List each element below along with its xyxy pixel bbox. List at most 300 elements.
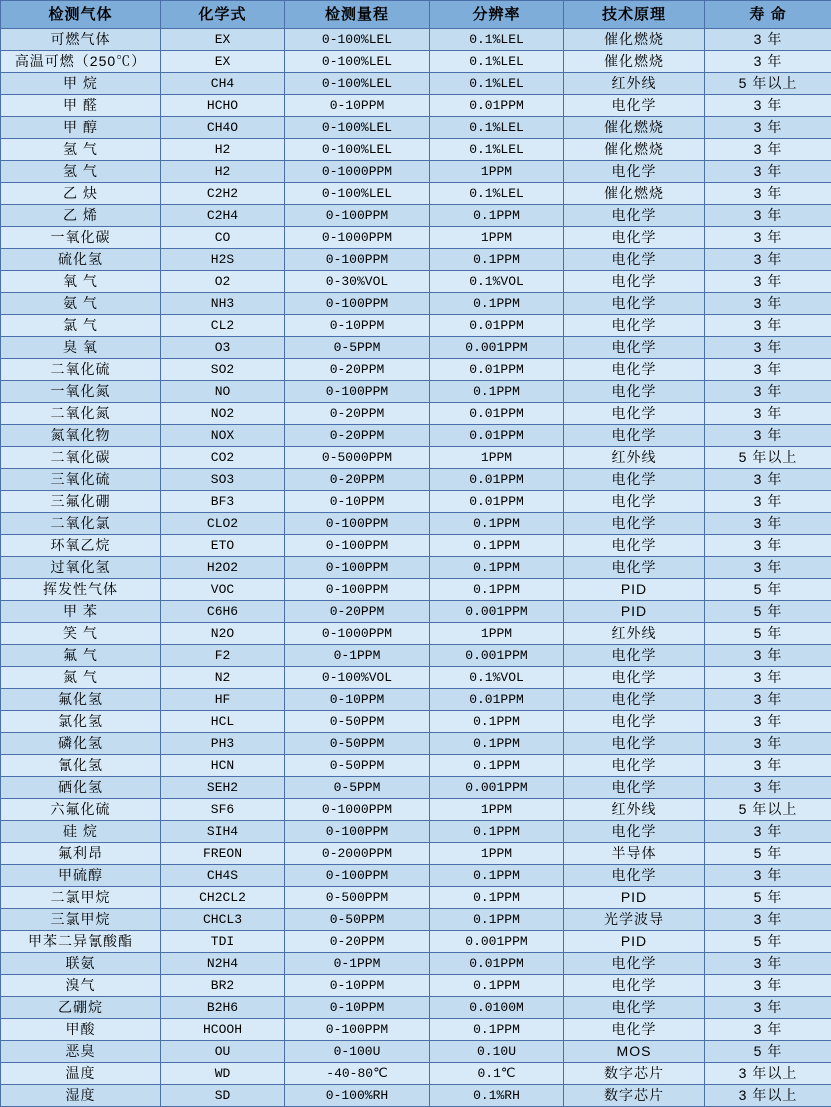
cell-resolution: 0.1PPM — [430, 975, 564, 997]
cell-technology: 电化学 — [564, 491, 705, 513]
cell-technology: 电化学 — [564, 953, 705, 975]
cell-gas: 恶臭 — [1, 1041, 161, 1063]
cell-formula: N2H4 — [161, 953, 285, 975]
cell-resolution: 0.01PPM — [430, 425, 564, 447]
cell-formula: HCN — [161, 755, 285, 777]
cell-technology: 电化学 — [564, 425, 705, 447]
cell-formula: F2 — [161, 645, 285, 667]
cell-lifetime: 3 年 — [705, 755, 831, 777]
cell-formula: NOX — [161, 425, 285, 447]
cell-formula: HCHO — [161, 95, 285, 117]
cell-gas: 二氯甲烷 — [1, 887, 161, 909]
cell-formula: PH3 — [161, 733, 285, 755]
cell-formula: SD — [161, 1085, 285, 1107]
cell-formula: WD — [161, 1063, 285, 1085]
cell-gas: 六氟化硫 — [1, 799, 161, 821]
cell-gas: 硒化氢 — [1, 777, 161, 799]
cell-range: 0-100%LEL — [285, 51, 430, 73]
cell-gas: 温度 — [1, 1063, 161, 1085]
cell-range: 0-20PPM — [285, 359, 430, 381]
cell-range: -40-80℃ — [285, 1063, 430, 1085]
cell-technology: 电化学 — [564, 997, 705, 1019]
cell-range: 0-100U — [285, 1041, 430, 1063]
cell-gas: 二氧化硫 — [1, 359, 161, 381]
cell-lifetime: 3 年 — [705, 227, 831, 249]
cell-lifetime: 3 年以上 — [705, 1085, 831, 1107]
table-row — [1, 1063, 831, 1085]
cell-gas: 甲 醛 — [1, 95, 161, 117]
table-row — [1, 601, 831, 623]
cell-formula: SO3 — [161, 469, 285, 491]
cell-technology: PID — [564, 579, 705, 601]
cell-lifetime: 3 年 — [705, 359, 831, 381]
cell-technology: 数字芯片 — [564, 1063, 705, 1085]
cell-resolution: 0.001PPM — [430, 777, 564, 799]
table-row — [1, 315, 831, 337]
cell-formula: EX — [161, 29, 285, 51]
cell-resolution: 0.1PPM — [430, 733, 564, 755]
cell-resolution: 0.1%RH — [430, 1085, 564, 1107]
cell-technology: 电化学 — [564, 689, 705, 711]
cell-range: 0-1PPM — [285, 645, 430, 667]
cell-technology: 催化燃烧 — [564, 29, 705, 51]
cell-resolution: 0.001PPM — [430, 931, 564, 953]
cell-formula: N2O — [161, 623, 285, 645]
table-row — [1, 623, 831, 645]
table-row — [1, 953, 831, 975]
cell-range: 0-10PPM — [285, 491, 430, 513]
cell-resolution: 1PPM — [430, 843, 564, 865]
cell-resolution: 0.1PPM — [430, 249, 564, 271]
cell-lifetime: 3 年 — [705, 1019, 831, 1041]
cell-lifetime: 3 年 — [705, 271, 831, 293]
cell-resolution: 0.01PPM — [430, 315, 564, 337]
cell-technology: 电化学 — [564, 403, 705, 425]
cell-lifetime: 5 年以上 — [705, 799, 831, 821]
cell-resolution: 0.0100M — [430, 997, 564, 1019]
table-row — [1, 95, 831, 117]
cell-resolution: 0.01PPM — [430, 403, 564, 425]
cell-formula: O3 — [161, 337, 285, 359]
cell-gas: 氟利昂 — [1, 843, 161, 865]
cell-formula: NH3 — [161, 293, 285, 315]
cell-gas: 磷化氢 — [1, 733, 161, 755]
table-row — [1, 799, 831, 821]
cell-lifetime: 3 年 — [705, 205, 831, 227]
table-row — [1, 139, 831, 161]
cell-technology: 催化燃烧 — [564, 51, 705, 73]
table-row — [1, 931, 831, 953]
cell-lifetime: 5 年以上 — [705, 73, 831, 95]
cell-technology: 电化学 — [564, 161, 705, 183]
table-row — [1, 711, 831, 733]
cell-gas: 可燃气体 — [1, 29, 161, 51]
cell-lifetime: 3 年 — [705, 491, 831, 513]
cell-lifetime: 3 年 — [705, 249, 831, 271]
cell-technology: 电化学 — [564, 293, 705, 315]
cell-range: 0-100%LEL — [285, 183, 430, 205]
table-row — [1, 821, 831, 843]
cell-formula: O2 — [161, 271, 285, 293]
cell-formula: CL2 — [161, 315, 285, 337]
cell-range: 0-100%VOL — [285, 667, 430, 689]
cell-gas: 乙硼烷 — [1, 997, 161, 1019]
cell-resolution: 0.1%VOL — [430, 271, 564, 293]
table-row — [1, 1019, 831, 1041]
table-row — [1, 293, 831, 315]
cell-range: 0-20PPM — [285, 469, 430, 491]
cell-gas: 氰化氢 — [1, 755, 161, 777]
cell-range: 0-1000PPM — [285, 227, 430, 249]
cell-resolution: 0.1PPM — [430, 579, 564, 601]
cell-lifetime: 3 年 — [705, 689, 831, 711]
cell-formula: SF6 — [161, 799, 285, 821]
table-row — [1, 1085, 831, 1107]
cell-gas: 氢 气 — [1, 139, 161, 161]
column-header-resolution: 分辨率 — [430, 1, 564, 29]
cell-range: 0-100PPM — [285, 205, 430, 227]
cell-range: 0-30%VOL — [285, 271, 430, 293]
cell-range: 0-1000PPM — [285, 161, 430, 183]
cell-resolution: 0.01PPM — [430, 469, 564, 491]
table-row — [1, 161, 831, 183]
cell-range: 0-5PPM — [285, 777, 430, 799]
cell-lifetime: 3 年 — [705, 117, 831, 139]
cell-technology: 红外线 — [564, 73, 705, 95]
cell-resolution: 0.1PPM — [430, 887, 564, 909]
cell-range: 0-20PPM — [285, 425, 430, 447]
cell-range: 0-100PPM — [285, 1019, 430, 1041]
cell-range: 0-10PPM — [285, 997, 430, 1019]
cell-formula: H2S — [161, 249, 285, 271]
column-header-gas: 检测气体 — [1, 1, 161, 29]
cell-formula: BR2 — [161, 975, 285, 997]
cell-range: 0-10PPM — [285, 689, 430, 711]
cell-gas: 二氧化碳 — [1, 447, 161, 469]
cell-resolution: 1PPM — [430, 161, 564, 183]
cell-resolution: 1PPM — [430, 227, 564, 249]
cell-lifetime: 3 年 — [705, 535, 831, 557]
cell-gas: 环氧乙烷 — [1, 535, 161, 557]
cell-gas: 三氯甲烷 — [1, 909, 161, 931]
cell-resolution: 0.1PPM — [430, 1019, 564, 1041]
cell-lifetime: 3 年 — [705, 425, 831, 447]
cell-formula: H2 — [161, 139, 285, 161]
cell-range: 0-100PPM — [285, 557, 430, 579]
cell-formula: C6H6 — [161, 601, 285, 623]
cell-formula: HCOOH — [161, 1019, 285, 1041]
cell-technology: 半导体 — [564, 843, 705, 865]
column-header-lifetime: 寿 命 — [705, 1, 831, 29]
cell-resolution: 0.1%LEL — [430, 183, 564, 205]
table-row — [1, 975, 831, 997]
cell-technology: MOS — [564, 1041, 705, 1063]
cell-range: 0-100PPM — [285, 249, 430, 271]
cell-gas: 甲苯二异氰酸酯 — [1, 931, 161, 953]
cell-gas: 挥发性气体 — [1, 579, 161, 601]
cell-formula: ETO — [161, 535, 285, 557]
cell-formula: CH2CL2 — [161, 887, 285, 909]
cell-technology: 电化学 — [564, 557, 705, 579]
cell-range: 0-20PPM — [285, 403, 430, 425]
cell-lifetime: 3 年 — [705, 557, 831, 579]
cell-resolution: 0.1PPM — [430, 755, 564, 777]
cell-range: 0-50PPM — [285, 755, 430, 777]
cell-technology: 电化学 — [564, 271, 705, 293]
cell-lifetime: 3 年 — [705, 139, 831, 161]
cell-formula: BF3 — [161, 491, 285, 513]
cell-resolution: 0.01PPM — [430, 953, 564, 975]
table-row — [1, 469, 831, 491]
cell-resolution: 0.1PPM — [430, 557, 564, 579]
cell-technology: 电化学 — [564, 227, 705, 249]
cell-technology: 电化学 — [564, 755, 705, 777]
table-row — [1, 73, 831, 95]
cell-lifetime: 3 年 — [705, 645, 831, 667]
cell-resolution: 0.1PPM — [430, 513, 564, 535]
cell-resolution: 0.001PPM — [430, 337, 564, 359]
cell-lifetime: 5 年 — [705, 601, 831, 623]
cell-gas: 氧 气 — [1, 271, 161, 293]
cell-lifetime: 3 年 — [705, 403, 831, 425]
table-row — [1, 425, 831, 447]
cell-formula: EX — [161, 51, 285, 73]
table-row — [1, 733, 831, 755]
cell-gas: 氢 气 — [1, 161, 161, 183]
cell-lifetime: 3 年 — [705, 161, 831, 183]
table-row — [1, 997, 831, 1019]
cell-lifetime: 5 年 — [705, 579, 831, 601]
cell-technology: 电化学 — [564, 315, 705, 337]
cell-gas: 乙 烯 — [1, 205, 161, 227]
table-row — [1, 381, 831, 403]
cell-range: 0-100%LEL — [285, 117, 430, 139]
cell-range: 0-100PPM — [285, 535, 430, 557]
cell-range: 0-1PPM — [285, 953, 430, 975]
cell-resolution: 0.01PPM — [430, 689, 564, 711]
table-header — [1, 1, 831, 29]
cell-technology: 数字芯片 — [564, 1085, 705, 1107]
cell-technology: PID — [564, 931, 705, 953]
cell-gas: 二氧化氯 — [1, 513, 161, 535]
cell-range: 0-5000PPM — [285, 447, 430, 469]
cell-formula: FREON — [161, 843, 285, 865]
cell-resolution: 0.1PPM — [430, 381, 564, 403]
table-row — [1, 1041, 831, 1063]
cell-gas: 过氧化氢 — [1, 557, 161, 579]
cell-lifetime: 5 年 — [705, 843, 831, 865]
table-row — [1, 865, 831, 887]
cell-range: 0-100%LEL — [285, 29, 430, 51]
cell-lifetime: 3 年 — [705, 909, 831, 931]
cell-technology: 电化学 — [564, 645, 705, 667]
cell-gas: 三氧化硫 — [1, 469, 161, 491]
cell-formula: HF — [161, 689, 285, 711]
cell-formula: CH4 — [161, 73, 285, 95]
cell-gas: 甲 苯 — [1, 601, 161, 623]
cell-gas: 甲硫醇 — [1, 865, 161, 887]
cell-technology: 红外线 — [564, 623, 705, 645]
table-row — [1, 447, 831, 469]
cell-formula: SEH2 — [161, 777, 285, 799]
cell-resolution: 0.1%LEL — [430, 117, 564, 139]
cell-resolution: 0.1PPM — [430, 205, 564, 227]
column-header-formula: 化学式 — [161, 1, 285, 29]
cell-formula: CO — [161, 227, 285, 249]
cell-gas: 一氧化碳 — [1, 227, 161, 249]
cell-formula: CLO2 — [161, 513, 285, 535]
cell-resolution: 0.001PPM — [430, 601, 564, 623]
cell-gas: 氮 气 — [1, 667, 161, 689]
cell-gas: 乙 炔 — [1, 183, 161, 205]
cell-range: 0-100PPM — [285, 293, 430, 315]
cell-range: 0-5PPM — [285, 337, 430, 359]
table-row — [1, 491, 831, 513]
cell-resolution: 1PPM — [430, 623, 564, 645]
cell-gas: 湿度 — [1, 1085, 161, 1107]
cell-range: 0-100PPM — [285, 381, 430, 403]
cell-resolution: 0.001PPM — [430, 645, 564, 667]
table-row — [1, 51, 831, 73]
cell-formula: N2 — [161, 667, 285, 689]
cell-technology: 光学波导 — [564, 909, 705, 931]
table-row — [1, 689, 831, 711]
cell-gas: 硫化氢 — [1, 249, 161, 271]
cell-lifetime: 3 年 — [705, 381, 831, 403]
cell-gas: 氮氧化物 — [1, 425, 161, 447]
cell-technology: 电化学 — [564, 865, 705, 887]
cell-resolution: 0.1PPM — [430, 711, 564, 733]
cell-technology: 催化燃烧 — [564, 117, 705, 139]
cell-gas: 硅 烷 — [1, 821, 161, 843]
cell-range: 0-1000PPM — [285, 623, 430, 645]
cell-lifetime: 3 年 — [705, 513, 831, 535]
cell-gas: 三氟化硼 — [1, 491, 161, 513]
cell-resolution: 0.1%LEL — [430, 29, 564, 51]
table-row — [1, 249, 831, 271]
cell-range: 0-50PPM — [285, 711, 430, 733]
cell-lifetime: 3 年 — [705, 711, 831, 733]
cell-technology: 电化学 — [564, 733, 705, 755]
cell-technology: 电化学 — [564, 469, 705, 491]
cell-lifetime: 3 年以上 — [705, 1063, 831, 1085]
table-row — [1, 667, 831, 689]
cell-gas: 甲 烷 — [1, 73, 161, 95]
cell-lifetime: 3 年 — [705, 29, 831, 51]
cell-formula: OU — [161, 1041, 285, 1063]
cell-range: 0-500PPM — [285, 887, 430, 909]
cell-formula: CH4S — [161, 865, 285, 887]
cell-technology: 电化学 — [564, 205, 705, 227]
table-row — [1, 557, 831, 579]
table-row — [1, 117, 831, 139]
cell-lifetime: 3 年 — [705, 95, 831, 117]
table-row — [1, 29, 831, 51]
table-row — [1, 227, 831, 249]
cell-formula: C2H4 — [161, 205, 285, 227]
table-body — [1, 29, 831, 1107]
table-row — [1, 887, 831, 909]
table-header-row — [1, 1, 831, 29]
cell-formula: VOC — [161, 579, 285, 601]
cell-technology: 红外线 — [564, 799, 705, 821]
cell-formula: TDI — [161, 931, 285, 953]
cell-lifetime: 3 年 — [705, 733, 831, 755]
cell-range: 0-100PPM — [285, 513, 430, 535]
cell-resolution: 0.1PPM — [430, 865, 564, 887]
cell-technology: 电化学 — [564, 711, 705, 733]
cell-range: 0-100%LEL — [285, 73, 430, 95]
table-row — [1, 337, 831, 359]
table-row — [1, 403, 831, 425]
cell-lifetime: 3 年 — [705, 777, 831, 799]
cell-lifetime: 3 年 — [705, 51, 831, 73]
cell-lifetime: 5 年 — [705, 623, 831, 645]
cell-range: 0-10PPM — [285, 95, 430, 117]
table-row — [1, 909, 831, 931]
cell-technology: 电化学 — [564, 337, 705, 359]
cell-range: 0-10PPM — [285, 315, 430, 337]
cell-resolution: 1PPM — [430, 799, 564, 821]
column-header-technology: 技术原理 — [564, 1, 705, 29]
cell-technology: 电化学 — [564, 381, 705, 403]
table-row — [1, 755, 831, 777]
cell-resolution: 0.1PPM — [430, 293, 564, 315]
cell-range: 0-100PPM — [285, 865, 430, 887]
cell-range: 0-10PPM — [285, 975, 430, 997]
cell-technology: PID — [564, 601, 705, 623]
cell-range: 0-50PPM — [285, 733, 430, 755]
cell-resolution: 0.1%VOL — [430, 667, 564, 689]
cell-lifetime: 3 年 — [705, 667, 831, 689]
cell-formula: C2H2 — [161, 183, 285, 205]
cell-formula: SIH4 — [161, 821, 285, 843]
cell-gas: 臭 氧 — [1, 337, 161, 359]
cell-gas: 甲酸 — [1, 1019, 161, 1041]
table-row — [1, 843, 831, 865]
cell-gas: 氯 气 — [1, 315, 161, 337]
cell-gas: 笑 气 — [1, 623, 161, 645]
cell-range: 0-2000PPM — [285, 843, 430, 865]
cell-range: 0-100%RH — [285, 1085, 430, 1107]
cell-lifetime: 3 年 — [705, 821, 831, 843]
cell-gas: 联氨 — [1, 953, 161, 975]
cell-formula: H2 — [161, 161, 285, 183]
cell-formula: CO2 — [161, 447, 285, 469]
cell-technology: 电化学 — [564, 359, 705, 381]
cell-gas: 溴气 — [1, 975, 161, 997]
cell-lifetime: 3 年 — [705, 975, 831, 997]
cell-resolution: 0.1%LEL — [430, 51, 564, 73]
table-row — [1, 645, 831, 667]
cell-resolution: 0.1PPM — [430, 821, 564, 843]
table-row — [1, 359, 831, 381]
cell-resolution: 0.1%LEL — [430, 73, 564, 95]
cell-range: 0-100%LEL — [285, 139, 430, 161]
cell-range: 0-20PPM — [285, 931, 430, 953]
cell-technology: 催化燃烧 — [564, 183, 705, 205]
cell-lifetime: 3 年 — [705, 953, 831, 975]
column-header-range: 检测量程 — [285, 1, 430, 29]
cell-gas: 氯化氢 — [1, 711, 161, 733]
cell-formula: SO2 — [161, 359, 285, 381]
table-row — [1, 777, 831, 799]
table-row — [1, 271, 831, 293]
cell-resolution: 0.1%LEL — [430, 139, 564, 161]
cell-formula: B2H6 — [161, 997, 285, 1019]
cell-resolution: 0.1PPM — [430, 909, 564, 931]
cell-gas: 高温可燃（250℃） — [1, 51, 161, 73]
